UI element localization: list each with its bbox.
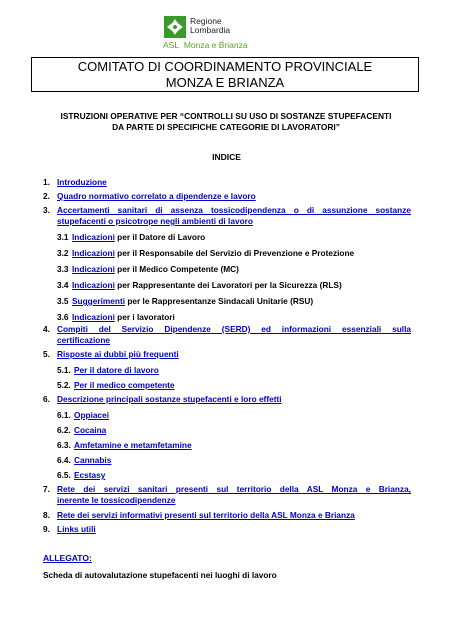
toc-link-cocaina[interactable]: Cocaina — [74, 425, 107, 435]
toc-number: 6.2. — [57, 425, 71, 435]
toc-number: 5. — [43, 349, 50, 359]
toc-number: 1. — [43, 177, 50, 187]
toc-link-rete-servizi-sanitari[interactable]: Rete dei servizi sanitari presenti sul territorio della ASL Monza e Brianza, — [57, 484, 411, 494]
logo-area-text: Monza e Brianza — [183, 40, 248, 50]
toc-number: 6.1. — [57, 410, 71, 420]
toc-number: 7. — [43, 484, 50, 494]
toc-link-indicazioni-lavoratori[interactable]: Indicazioni — [72, 312, 115, 322]
toc-number: 9. — [43, 524, 50, 534]
toc-text: per i lavoratori — [114, 312, 175, 322]
toc-number: 3.5 — [57, 296, 69, 306]
toc-link-compiti-serd[interactable]: Compiti del Servizio Dipendenze (SERD) ed informazioni essenziali sulla — [57, 324, 411, 334]
index-heading: INDICE — [212, 152, 241, 162]
toc-link-indicazioni-rls[interactable]: Indicazioni — [72, 280, 115, 290]
toc-link-amfetamine[interactable]: Amfetamine e metamfetamine — [74, 440, 192, 450]
toc-number: 5.1. — [57, 365, 71, 375]
toc-number: 3.2 — [57, 248, 69, 258]
allegato-description: Scheda di autovalutazione stupefacenti nei luoghi di lavoro — [43, 570, 277, 580]
toc-link-indicazioni-mc[interactable]: Indicazioni — [72, 264, 115, 274]
document-subtitle — [30, 111, 422, 133]
toc-link-descrizione-sostanze[interactable]: Descrizione principali sostanze stupefacenti e loro effetti — [57, 394, 282, 404]
toc-number: 3.1 — [57, 232, 69, 242]
allegato-label[interactable]: ALLEGATO — [43, 553, 89, 563]
regione-lombardia-logo-icon — [164, 16, 186, 38]
toc-link-rete-servizi-sanitari-cont[interactable]: inerente le tossicodipendenze — [57, 495, 176, 505]
toc-link-indicazioni-datore[interactable]: Indicazioni — [72, 232, 115, 242]
toc-text: per Rappresentante dei Lavoratori per la Sicurezza (RLS) — [114, 280, 342, 290]
toc-link-cannabis[interactable]: Cannabis — [74, 455, 112, 465]
title-line2: MONZA E BRIANZA — [165, 75, 285, 90]
toc-text: per le Rappresentanze Sindacali Unitarie (RSU) — [125, 296, 314, 306]
logo-line1: Regione — [190, 16, 222, 26]
toc-link-risposte-dubbi[interactable]: Risposte ai dubbi più frequenti — [57, 349, 179, 359]
toc-number: 3.3 — [57, 264, 69, 274]
toc-link-indicazioni-rspp[interactable]: Indicazioni — [72, 248, 115, 258]
toc-number: 6.3. — [57, 440, 71, 450]
toc-link-suggerimenti-rsu[interactable]: Suggerimenti — [72, 296, 126, 306]
subtitle-line1: ISTRUZIONI OPERATIVE PER “CONTROLLI SU USO DI SOSTANZE STUPEFACENTI — [60, 111, 392, 121]
toc-number: 4. — [43, 324, 50, 334]
document-title-box — [31, 57, 419, 92]
toc-number: 5.2. — [57, 380, 71, 390]
toc-link-rete-servizi-informativi[interactable]: Rete dei servizi informativi presenti sul territorio della ASL Monza e Brianza — [57, 510, 355, 520]
toc-number: 2. — [43, 191, 50, 201]
toc-link-introduzione[interactable]: Introduzione — [57, 177, 107, 187]
toc-number: 8. — [43, 510, 50, 520]
toc-number: 3.4 — [57, 280, 69, 290]
toc-link-compiti-serd-cont[interactable]: certificazione — [57, 335, 111, 345]
toc-link-accertamenti-sanitari[interactable]: Accertamenti sanitari di assenza tossicodipendenza o di assunzione sostanze — [57, 205, 411, 215]
toc-number: 3. — [43, 205, 50, 215]
logo-name — [190, 17, 230, 35]
toc-number: 6.4. — [57, 455, 71, 465]
logo-asl — [163, 40, 248, 50]
toc-link-links-utili[interactable]: Links utili — [57, 524, 96, 534]
toc-link-quadro-normativo[interactable]: Quadro normativo correlato a dipendenze e lavoro — [57, 191, 256, 201]
subtitle-line2: DA PARTE DI SPECIFICHE CATEGORIE DI LAVORATORI” — [112, 122, 340, 132]
toc-text: per il Datore di Lavoro — [114, 232, 206, 242]
toc-link-accertamenti-sanitari-cont[interactable]: stupefacenti o psicotrope negli ambienti di lavoro — [57, 216, 253, 226]
toc-number: 6. — [43, 394, 50, 404]
logo-line2: Lombardia — [190, 25, 231, 35]
toc-link-oppiacei[interactable]: Oppiacei — [74, 410, 110, 420]
toc-number: 3.6 — [57, 312, 69, 322]
asl-logo — [164, 16, 264, 52]
title-line1: COMITATO DI COORDINAMENTO PROVINCIALE — [77, 59, 373, 74]
allegato-colon: : — [88, 553, 92, 563]
logo-asl-text: ASL — [163, 40, 180, 50]
allegato-heading[interactable] — [43, 553, 92, 563]
toc-text: per il Medico Competente (MC) — [114, 264, 239, 274]
toc-number: 6.5. — [57, 470, 71, 480]
toc-text: per il Responsabile del Servizio di Prevenzione e Protezione — [114, 248, 355, 258]
toc-link-ecstasy[interactable]: Ecstasy — [74, 470, 106, 480]
toc-link-per-datore[interactable]: Per il datore di lavoro — [74, 365, 159, 375]
toc-link-per-medico[interactable]: Per il medico competente — [74, 380, 175, 390]
